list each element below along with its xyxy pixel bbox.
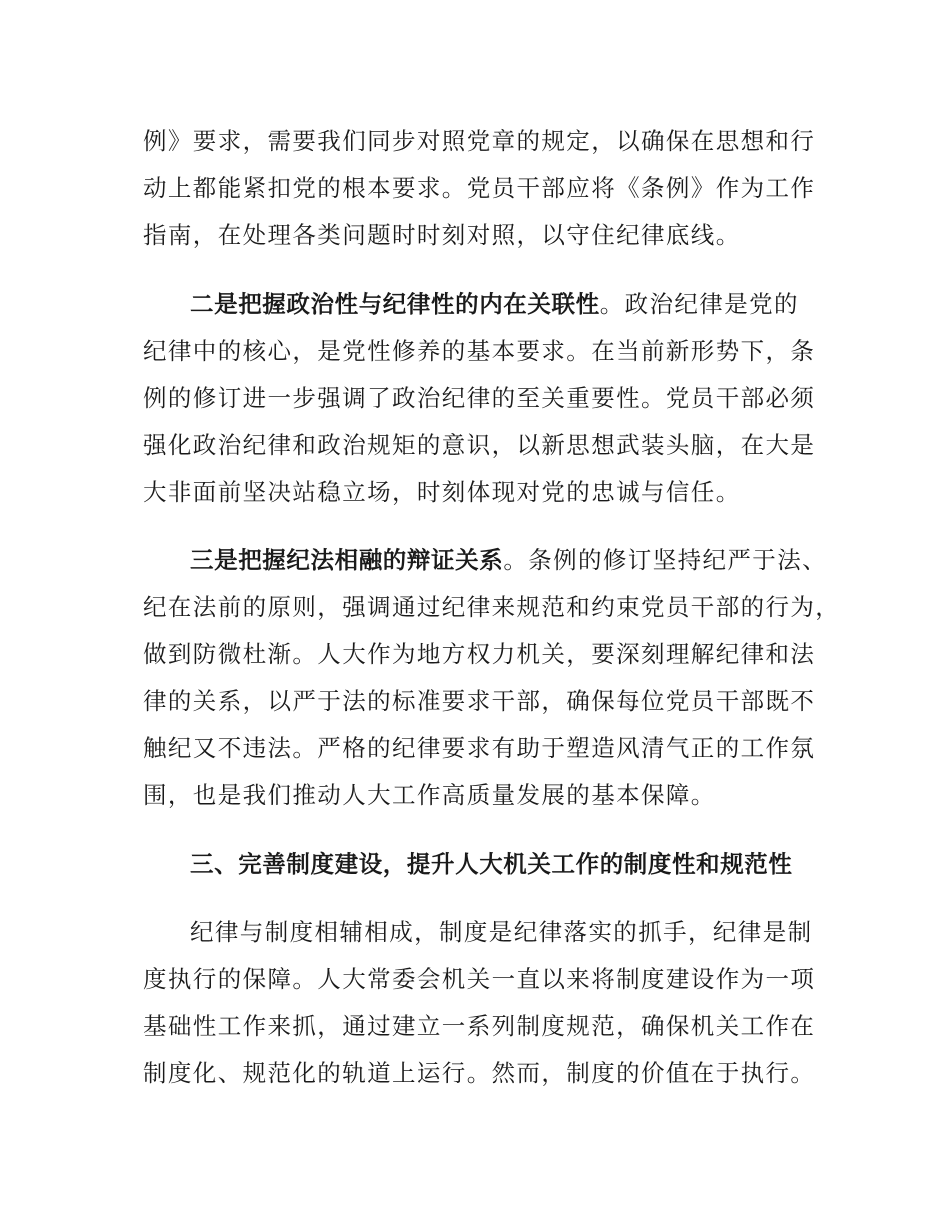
paragraph-political-discipline <box>143 281 816 516</box>
text-line: 制度化、规范化的轨道上运行。然而，制度的价值在于执行。 <box>143 1059 816 1087</box>
paragraph-gap <box>143 259 813 281</box>
paragraph-gap <box>143 819 813 841</box>
text-line-first <box>143 537 828 584</box>
document-body <box>143 118 841 1097</box>
bold-lead-text: 二是把握政治性与纪律性的内在关联性 <box>190 289 600 318</box>
paragraph-gap <box>143 888 813 910</box>
text-line-rest: 。政治纪律是党的 <box>599 289 799 318</box>
text-line: 例的修订进一步强调了政治纪律的至关重要性。党员干部必须 <box>143 383 816 412</box>
section-heading: 三、完善制度建设，提升人大机关工作的制度性和规范性 <box>190 849 793 878</box>
paragraph-discipline-law <box>143 537 841 819</box>
paragraph-continuation <box>143 118 816 259</box>
text-line: 动上都能紧扣党的根本要求。党员干部应将《条例》作为工作 <box>143 174 816 202</box>
bold-lead-text: 三是把握纪法相融的辩证关系 <box>190 546 504 574</box>
text-line: 基础性工作来抓，通过建立一系列制度规范，确保机关工作在 <box>143 1012 816 1040</box>
text-line: 纪律中的核心，是党性修养的基本要求。在当前新形势下，条 <box>143 336 816 365</box>
text-line: 指南，在处理各类问题时时刻对照，以守住纪律底线。 <box>143 221 741 249</box>
text-line: 度执行的保障。人大常委会机关一直以来将制度建设作为一项 <box>143 965 816 993</box>
text-line-rest: 。条例的修订坚持纪严于法、 <box>503 546 828 574</box>
text-line: 强化政治纪律和政治规矩的意识，以新思想武装头脑，在大是 <box>143 430 816 459</box>
text-line: 围，也是我们推动人大工作高质量发展的基本保障。 <box>143 781 716 809</box>
text-line: 律的关系，以严于法的标准要求干部，确保每位党员干部既不 <box>143 687 816 715</box>
paragraph-gap <box>143 516 813 538</box>
text-line: 纪在法前的原则，强调通过纪律来规范和约束党员干部的行为， <box>143 593 841 621</box>
text-line: 触纪又不违法。严格的纪律要求有助于塑造风清气正的工作氛 <box>143 734 816 762</box>
paragraph-system-building <box>143 909 816 1097</box>
text-line-first <box>143 281 813 328</box>
text-line: 做到防微杜渐。人大作为地方权力机关，要深刻理解纪律和法 <box>143 640 816 668</box>
text-line: 例》要求，需要我们同步对照党章的规定，以确保在思想和行 <box>143 127 816 155</box>
text-line: 大非面前坚决站稳立场，时刻体现对党的忠诚与信任。 <box>143 477 741 506</box>
text-line: 纪律与制度相辅相成，制度是纪律落实的抓手，纪律是制 <box>190 918 813 946</box>
